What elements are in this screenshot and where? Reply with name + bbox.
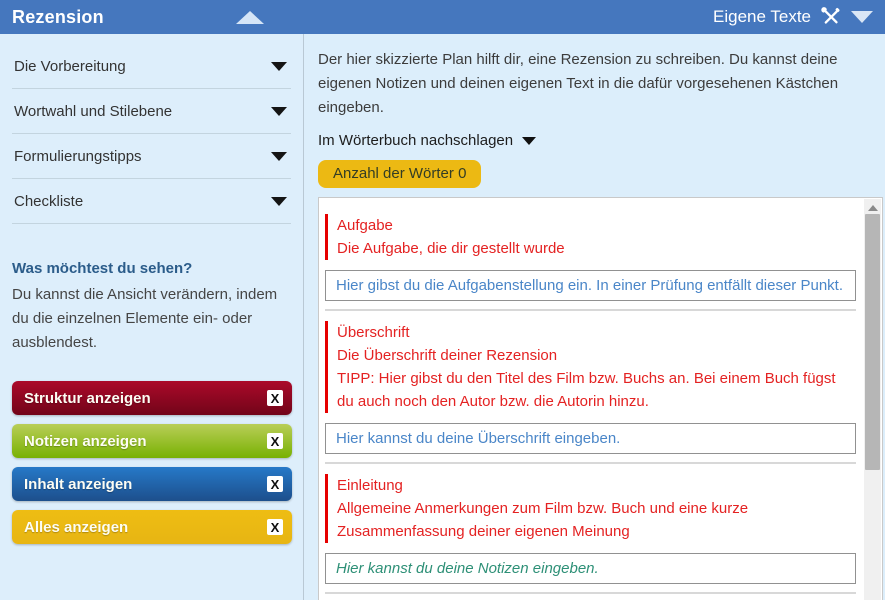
aufgabe-input[interactable]: Hier gibst du die Aufgabenstellung ein. In einer Prüfung entfällt dieser Punkt.	[325, 270, 856, 301]
section-description: Allgemeine Anmerkungen zum Film bzw. Buch und eine kurze Zusammenfassung deiner eigenen Meinung	[337, 500, 749, 540]
panel-scrollbar[interactable]	[864, 199, 881, 600]
arrow-up-icon	[868, 205, 878, 211]
sidebar-item-label: Formulierungstipps	[14, 147, 142, 165]
toggle-label: Alles anzeigen	[24, 518, 129, 536]
section-divider	[325, 309, 856, 311]
chevron-down-icon	[271, 152, 287, 161]
hide-struktur-checkbox[interactable]: X	[267, 390, 283, 406]
toggle-label: Notizen anzeigen	[24, 432, 147, 450]
chevron-down-icon	[522, 137, 536, 145]
sidebar	[0, 34, 304, 600]
chevron-down-icon[interactable]	[851, 11, 873, 23]
section-divider	[325, 592, 856, 594]
chevron-down-icon	[271, 107, 287, 116]
sidebar-item-label: Wortwahl und Stilebene	[14, 102, 173, 120]
section-einleitung-header	[325, 474, 856, 543]
chevron-down-icon	[271, 62, 287, 71]
tools-icon[interactable]	[820, 6, 842, 28]
word-count-badge[interactable]	[318, 160, 481, 188]
word-count-value: 0	[458, 165, 467, 182]
view-toggle-group	[12, 381, 291, 544]
section-aufgabe-header	[325, 214, 856, 260]
ueberschrift-input[interactable]: Hier kannst du deine Überschrift eingeben.	[325, 423, 856, 454]
collapse-up-icon[interactable]	[236, 11, 264, 24]
view-options-heading: Was möchtest du sehen?	[12, 260, 193, 277]
section-title: Überschrift	[337, 324, 410, 341]
intro-text: Der hier skizzierte Plan hilft dir, eine Rezension zu schreiben. Du kannst deine eigenen Notizen und deinen eigenen Text in die dafür vorgesehenen Kästchen eingeben.	[318, 51, 839, 116]
sidebar-item-formulierungstipps[interactable]	[12, 134, 291, 179]
einleitung-notes-input[interactable]: Hier kannst du deine Notizen eingeben.	[325, 553, 856, 584]
section-title: Einleitung	[337, 477, 403, 494]
sidebar-item-label: Checkliste	[14, 192, 84, 210]
own-texts-button[interactable]: Eigene Texte	[713, 7, 811, 26]
toggle-inhalt-anzeigen[interactable]	[12, 467, 292, 501]
dictionary-label: Im Wörterbuch nachschlagen	[318, 132, 514, 149]
sidebar-item-vorbereitung[interactable]	[12, 44, 291, 89]
section-tip: TIPP: Hier gibst du den Titel des Film bzw. Buchs an. Bei einem Buch fügst du auch noch den Autor bzw. die Autorin hinzu.	[337, 370, 836, 410]
hide-notizen-checkbox[interactable]: X	[267, 433, 283, 449]
section-description: Die Aufgabe, die dir gestellt wurde	[337, 240, 565, 257]
word-count-label: Anzahl der Wörter	[333, 165, 454, 182]
page-title: Rezension	[12, 6, 104, 27]
chevron-down-icon	[271, 197, 287, 206]
hide-inhalt-checkbox[interactable]: X	[267, 476, 283, 492]
section-ueberschrift-header	[325, 321, 856, 413]
toggle-alles-anzeigen[interactable]	[12, 510, 292, 544]
topbar	[0, 0, 885, 34]
sidebar-item-checkliste[interactable]	[12, 179, 291, 224]
hide-alles-checkbox[interactable]: X	[267, 519, 283, 535]
sidebar-item-label: Die Vorbereitung	[14, 57, 126, 75]
section-title: Aufgabe	[337, 217, 393, 234]
toggle-struktur-anzeigen[interactable]	[12, 381, 292, 415]
dictionary-dropdown[interactable]	[318, 132, 885, 149]
toggle-label: Inhalt anzeigen	[24, 475, 133, 493]
view-options-text: Du kannst die Ansicht verändern, indem du die einzelnen Elemente ein- oder ausblendest.	[12, 286, 278, 351]
main-area	[304, 34, 885, 600]
scrollbar-thumb[interactable]	[865, 214, 880, 470]
sidebar-item-wortwahl[interactable]	[12, 89, 291, 134]
section-description: Die Überschrift deiner Rezension	[337, 347, 558, 364]
content-panel	[318, 197, 883, 600]
section-divider	[325, 462, 856, 464]
toggle-label: Struktur anzeigen	[24, 389, 151, 407]
toggle-notizen-anzeigen[interactable]	[12, 424, 292, 458]
